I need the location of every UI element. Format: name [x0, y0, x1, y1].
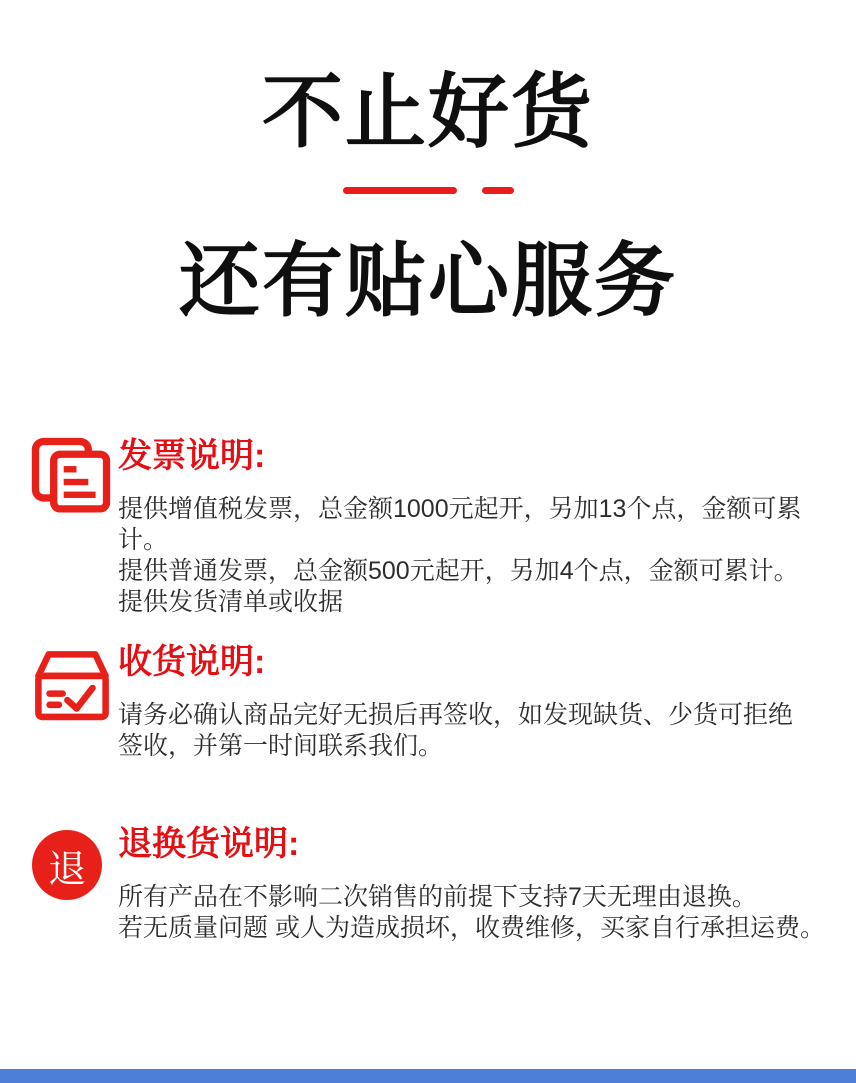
invoice-section — [30, 436, 840, 618]
returns-line-1: 所有产品在不影响二次销售的前提下支持7天无理由退换。 — [118, 883, 757, 911]
returns-text-block — [118, 824, 825, 944]
parcel-check-icon — [30, 642, 118, 730]
invoice-line-1: 提供增值税发票，总金额1000元起开，另加13个点，金额可累计。 — [118, 495, 802, 554]
invoice-heading: 发票说明: — [118, 437, 266, 475]
return-badge-glyph: 退 — [32, 830, 102, 900]
hero-title-line2: 还有贴心服务 — [178, 237, 677, 327]
returns-heading: 退换货说明: — [118, 825, 300, 863]
invoice-line-2: 提供普通发票，总金额500元起开，另加4个点，金额可累计。 — [118, 557, 799, 585]
returns-section — [30, 824, 840, 944]
receiving-text-block — [118, 642, 793, 762]
footer-accent-bar — [0, 1069, 856, 1083]
receiving-line-2: 签收，并第一时间联系我们。 — [118, 732, 444, 760]
divider-long-line — [343, 187, 457, 194]
receiving-heading: 收货说明: — [118, 643, 266, 681]
returns-line-2: 若无质量问题 或人为造成损坏，收费维修，买家自行承担运费。 — [118, 914, 825, 942]
hero-title-line1: 不止好货 — [261, 68, 594, 158]
invoice-documents-icon — [30, 436, 118, 518]
invoice-line-3: 提供发货清单或收据 — [118, 588, 344, 616]
divider-short-dash — [482, 187, 514, 194]
receiving-section — [30, 642, 840, 762]
receiving-line-1: 请务必确认商品完好无损后再签收，如发现缺货、少货可拒绝 — [118, 701, 794, 729]
red-divider-icon — [0, 187, 856, 194]
return-badge-icon — [30, 824, 118, 900]
invoice-text-block — [118, 436, 840, 618]
